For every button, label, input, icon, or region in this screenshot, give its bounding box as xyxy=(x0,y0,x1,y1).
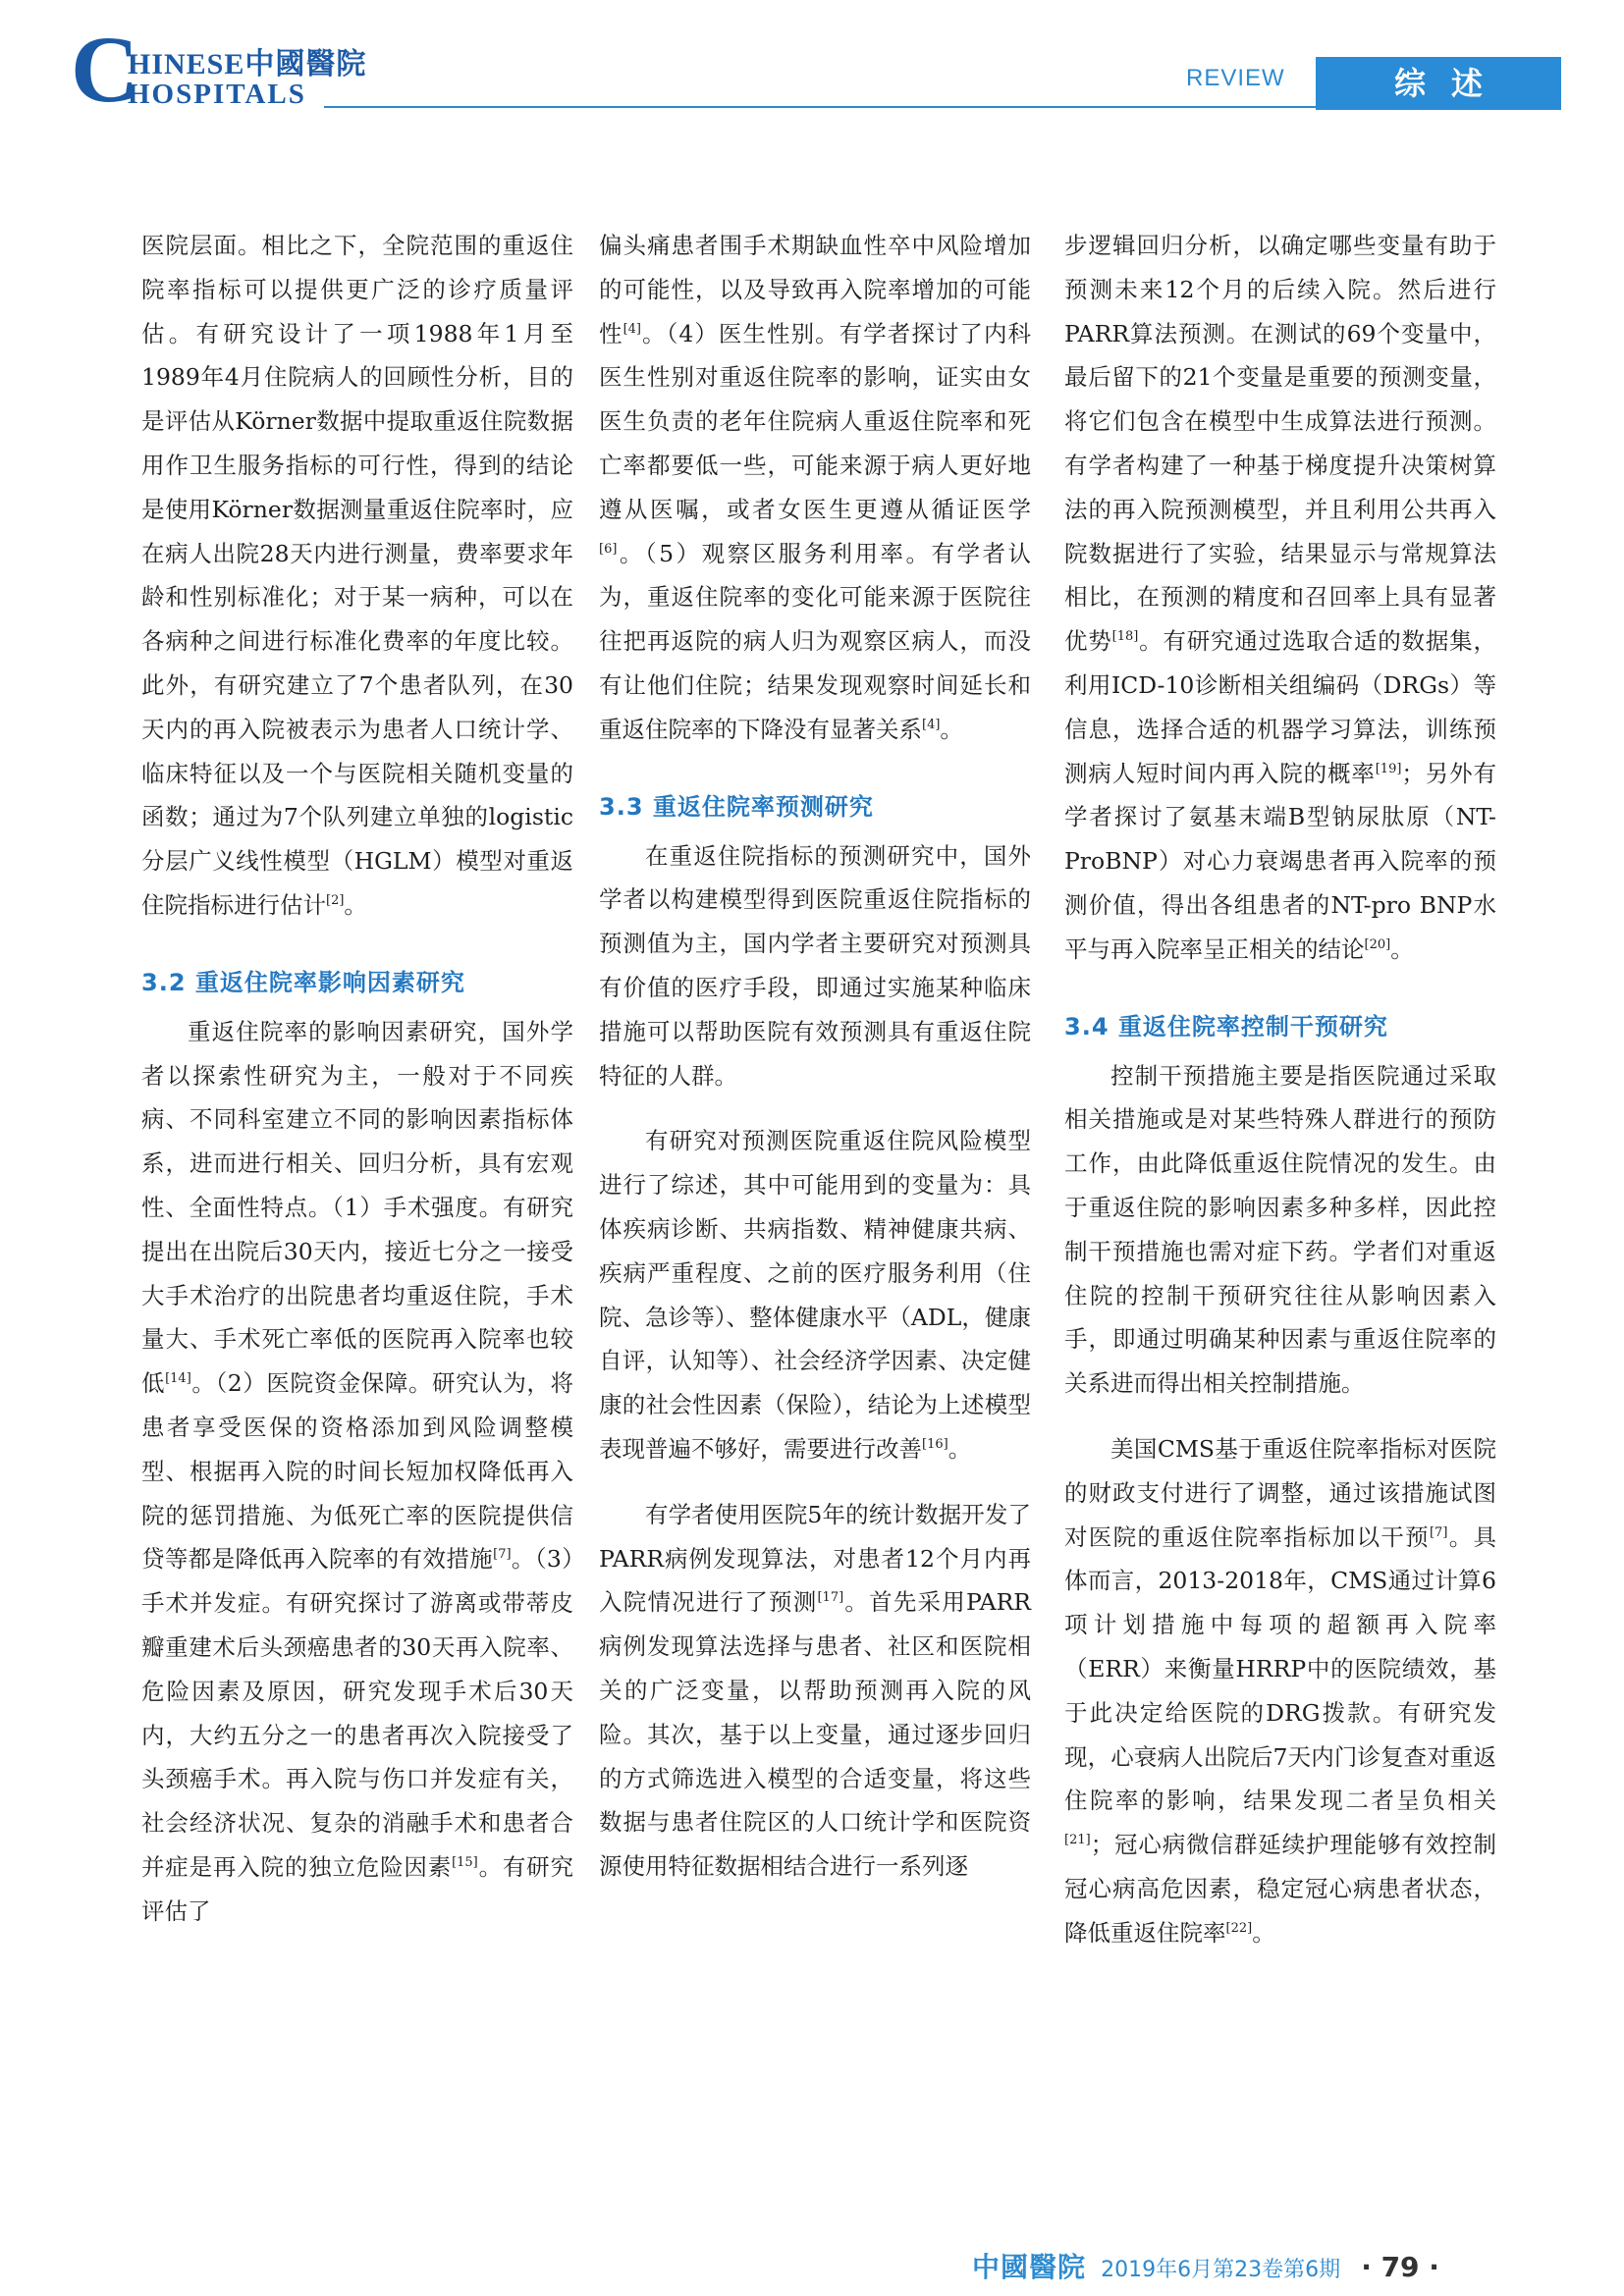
section-heading-3-4: 3.4 重返住院率控制干预研究 xyxy=(1064,1012,1388,1041)
citation: [22] xyxy=(1225,1920,1253,1936)
citation: [4] xyxy=(623,321,641,337)
citation: [7] xyxy=(1429,1524,1448,1540)
logo-line-hospitals: HOSPITALS xyxy=(128,79,306,110)
col1-paragraph-2: 重返住院率的影响因素研究，国外学者以探索性研究为主，一般对于不同疾病、不同科室建立不同的影响因素指标体系，进而进行相关、回归分析，具有宏观性、全面性特点。（1）手术强度。有研究提出在出院后30天内，接近七分之一接受大手术治疗的出院患者均重返住院，手术量大、手术死亡率低的医院再入院率也较低[14]。（2）医院资金保障。研究认为，将患者享受医保的资格添加到风险调整模型、根据再入院的时间长短加权降低再入院的惩罚措施、为低死亡率的医院提供信贷等都是降低再入院率的有效措施[7]。（3）手术并发症。有研究探讨了游离或带蒂皮瓣重建术后头颈癌患者的30天再入院率、危险因素及原因，研究发现手术后30天内，大约五分之一的患者再次入院接受了头颈癌手术。再入院与伤口并发症有关，社会经济状况、复杂的消融手术和患者合并症是再入院的独立危险因素[15]。有研究评估了 xyxy=(141,1017,574,1925)
citation: [21] xyxy=(1064,1833,1091,1848)
citation: [4] xyxy=(922,717,941,732)
col3-paragraph-1: 步逻辑回归分析，以确定哪些变量有助于预测未来12个月的后续入院。然后进行PARR算法预测。在测试的69个变量中，最后留下的21个变量是重要的预测变量，将它们包含在模型中生成算法进行预测。有学者构建了一种基于梯度提升决策树算法的再入院预测模型，并且利用公共再入院数据进行了实验，结果显示与常规算法相比，在预测的精度和召回率上具有显著优势[18]。有研究通过选取合适的数据集，利用ICD-10诊断相关组编码（DRGs）等信息，选择合适的机器学习算法，训练预测病人短时间内再入院的概率[19]；另外有学者探讨了氨基末端B型钠尿肽原（NT-ProBNP）对心力衰竭患者再入院率的预测价值，得出各组患者的NT-pro BNP水平与再入院率呈正相关的结论[20]。 xyxy=(1064,232,1497,963)
footer-magazine-name: 中國醫院 xyxy=(972,2251,1087,2283)
header-rule xyxy=(324,106,1316,108)
section-heading-3-2: 3.2 重返住院率影响因素研究 xyxy=(141,968,465,996)
section-tab: 综述 xyxy=(1316,57,1561,110)
col2-paragraph-1: 偏头痛患者围手术期缺血性卒中风险增加的可能性，以及导致再入院率增加的可能性[4]。（4）医生性别。有学者探讨了内科医生性别对重返住院率的影响，证实由女医生负责的老年住院病人重返住院率和死亡率都要低一些，可能来源于病人更好地遵从医嘱，或者女医生更遵从循证医学[6]。（5）观察区服务利用率。有学者认为，重返住院率的变化可能来源于医院往往把再返院的病人归为观察区病人，而没有让他们住院；结果发现观察时间延长和重返住院率的下降没有显著关系[4]。 xyxy=(599,232,1032,743)
journal-logo xyxy=(71,17,367,122)
citation: [14] xyxy=(165,1371,191,1387)
col2-paragraph-3: 有研究对预测医院重返住院风险模型进行了综述，其中可能用到的变量为：具体疾病诊断、共病指数、精神健康共病、疾病严重程度、之前的医疗服务利用（住院、急诊等）、整体健康水平（ADL，健康自评，认知等）、社会经济学因素、决定健康的社会性因素（保险），结论为上述模型表现普遍不够好，需要进行改善[16]。 xyxy=(599,1127,1031,1463)
col2-paragraph-4: 有学者使用医院5年的统计数据开发了PARR病例发现算法，对患者12个月内再入院情况进行了预测[17]。首先采用PARR病例发现算法选择与患者、社区和医院相关的广泛变量，以帮助预测再入院的风险。其次，基于以上变量，通过逐步回归的方式筛选进入模型的合适变量，将这些数据与患者住院区的人口统计学和医院资源使用特征数据相结合进行一系列逐 xyxy=(599,1500,1032,1881)
citation: [16] xyxy=(922,1437,948,1453)
footer-issue: 2019年6月第23卷第6期 xyxy=(1101,2258,1341,2282)
citation: [18] xyxy=(1111,629,1139,645)
col1-paragraph-1: 医院层面。相比之下，全院范围的重返住院率指标可以提供更广泛的诊疗质量评估。有研究设计了一项1988年1月至1989年4月住院病人的回顾性分析，目的是评估从Körner数据中提取重返住院数据用作卫生服务指标的可行性，得到的结论是使用Körner数据测量重返住院率时，应在病人出院28天内进行测量，费率要求年龄和性别标准化；对于某一病种，可以在各病种之间进行标准化费率的年度比较。此外，有研究建立了7个患者队列，在30天内的再入院被表示为患者人口统计学、临床特征以及一个与医院相关随机变量的函数；通过为7个队列建立单独的logistic 分层广义线性模型（HGLM）模型对重返住院指标进行估计[2]。 xyxy=(141,232,573,919)
col3-paragraph-2: 控制干预措施主要是指医院通过采取相关措施或是对某些特殊人群进行的预防工作，由此降低重返住院情况的发生。由于重返住院的影响因素多种多样，因此控制干预措施也需对症下药。学者们对重返住院的控制干预研究往往从影响因素入手，即通过明确某种因素与重返住院率的关系进而得出相关控制措施。 xyxy=(1064,1061,1496,1398)
section-heading-3-3: 3.3 重返住院率预测研究 xyxy=(599,792,874,821)
citation: [17] xyxy=(817,1590,844,1606)
citation: [6] xyxy=(599,541,618,557)
citation: [15] xyxy=(452,1855,478,1871)
citation: [2] xyxy=(326,893,345,909)
page-number: · 79 · xyxy=(1361,2251,1439,2283)
citation: [20] xyxy=(1364,936,1391,952)
review-label: REVIEW xyxy=(1186,65,1285,91)
citation: [7] xyxy=(493,1547,512,1563)
citation: [19] xyxy=(1375,761,1402,776)
column-1 xyxy=(141,224,573,1933)
logo-line-chinese: HINESE中國醫院 xyxy=(128,48,367,80)
column-2 xyxy=(599,224,1031,1889)
page-footer xyxy=(972,2246,1439,2285)
column-3 xyxy=(1064,224,1496,1954)
col2-paragraph-2: 在重返住院指标的预测研究中，国外学者以构建模型得到医院重返住院指标的预测值为主，国内学者主要研究对预测具有价值的医疗手段，即通过实施某种临床措施可以帮助医院有效预测具有重返住院特征的人群。 xyxy=(599,841,1031,1090)
col3-paragraph-3: 美国CMS基于重返住院率指标对医院的财政支付进行了调整，通过该措施试图对医院的重返住院率指标加以干预[7]。具体而言，2013-2018年，CMS通过计算6项计划措施中每项的超额再入院率（ERR）来衡量HRRP中的医院绩效，基于此决定给医院的DRG拨款。有研究发现，心衰病人出院后7天内门诊复查对重返住院率的影响，结果发现二者呈负相关[21]；冠心病微信群延续护理能够有效控制冠心病高危因素，稳定冠心病患者状态，降低重返住院率[22]。 xyxy=(1064,1434,1497,1947)
logo-letter-c: C xyxy=(71,17,139,122)
